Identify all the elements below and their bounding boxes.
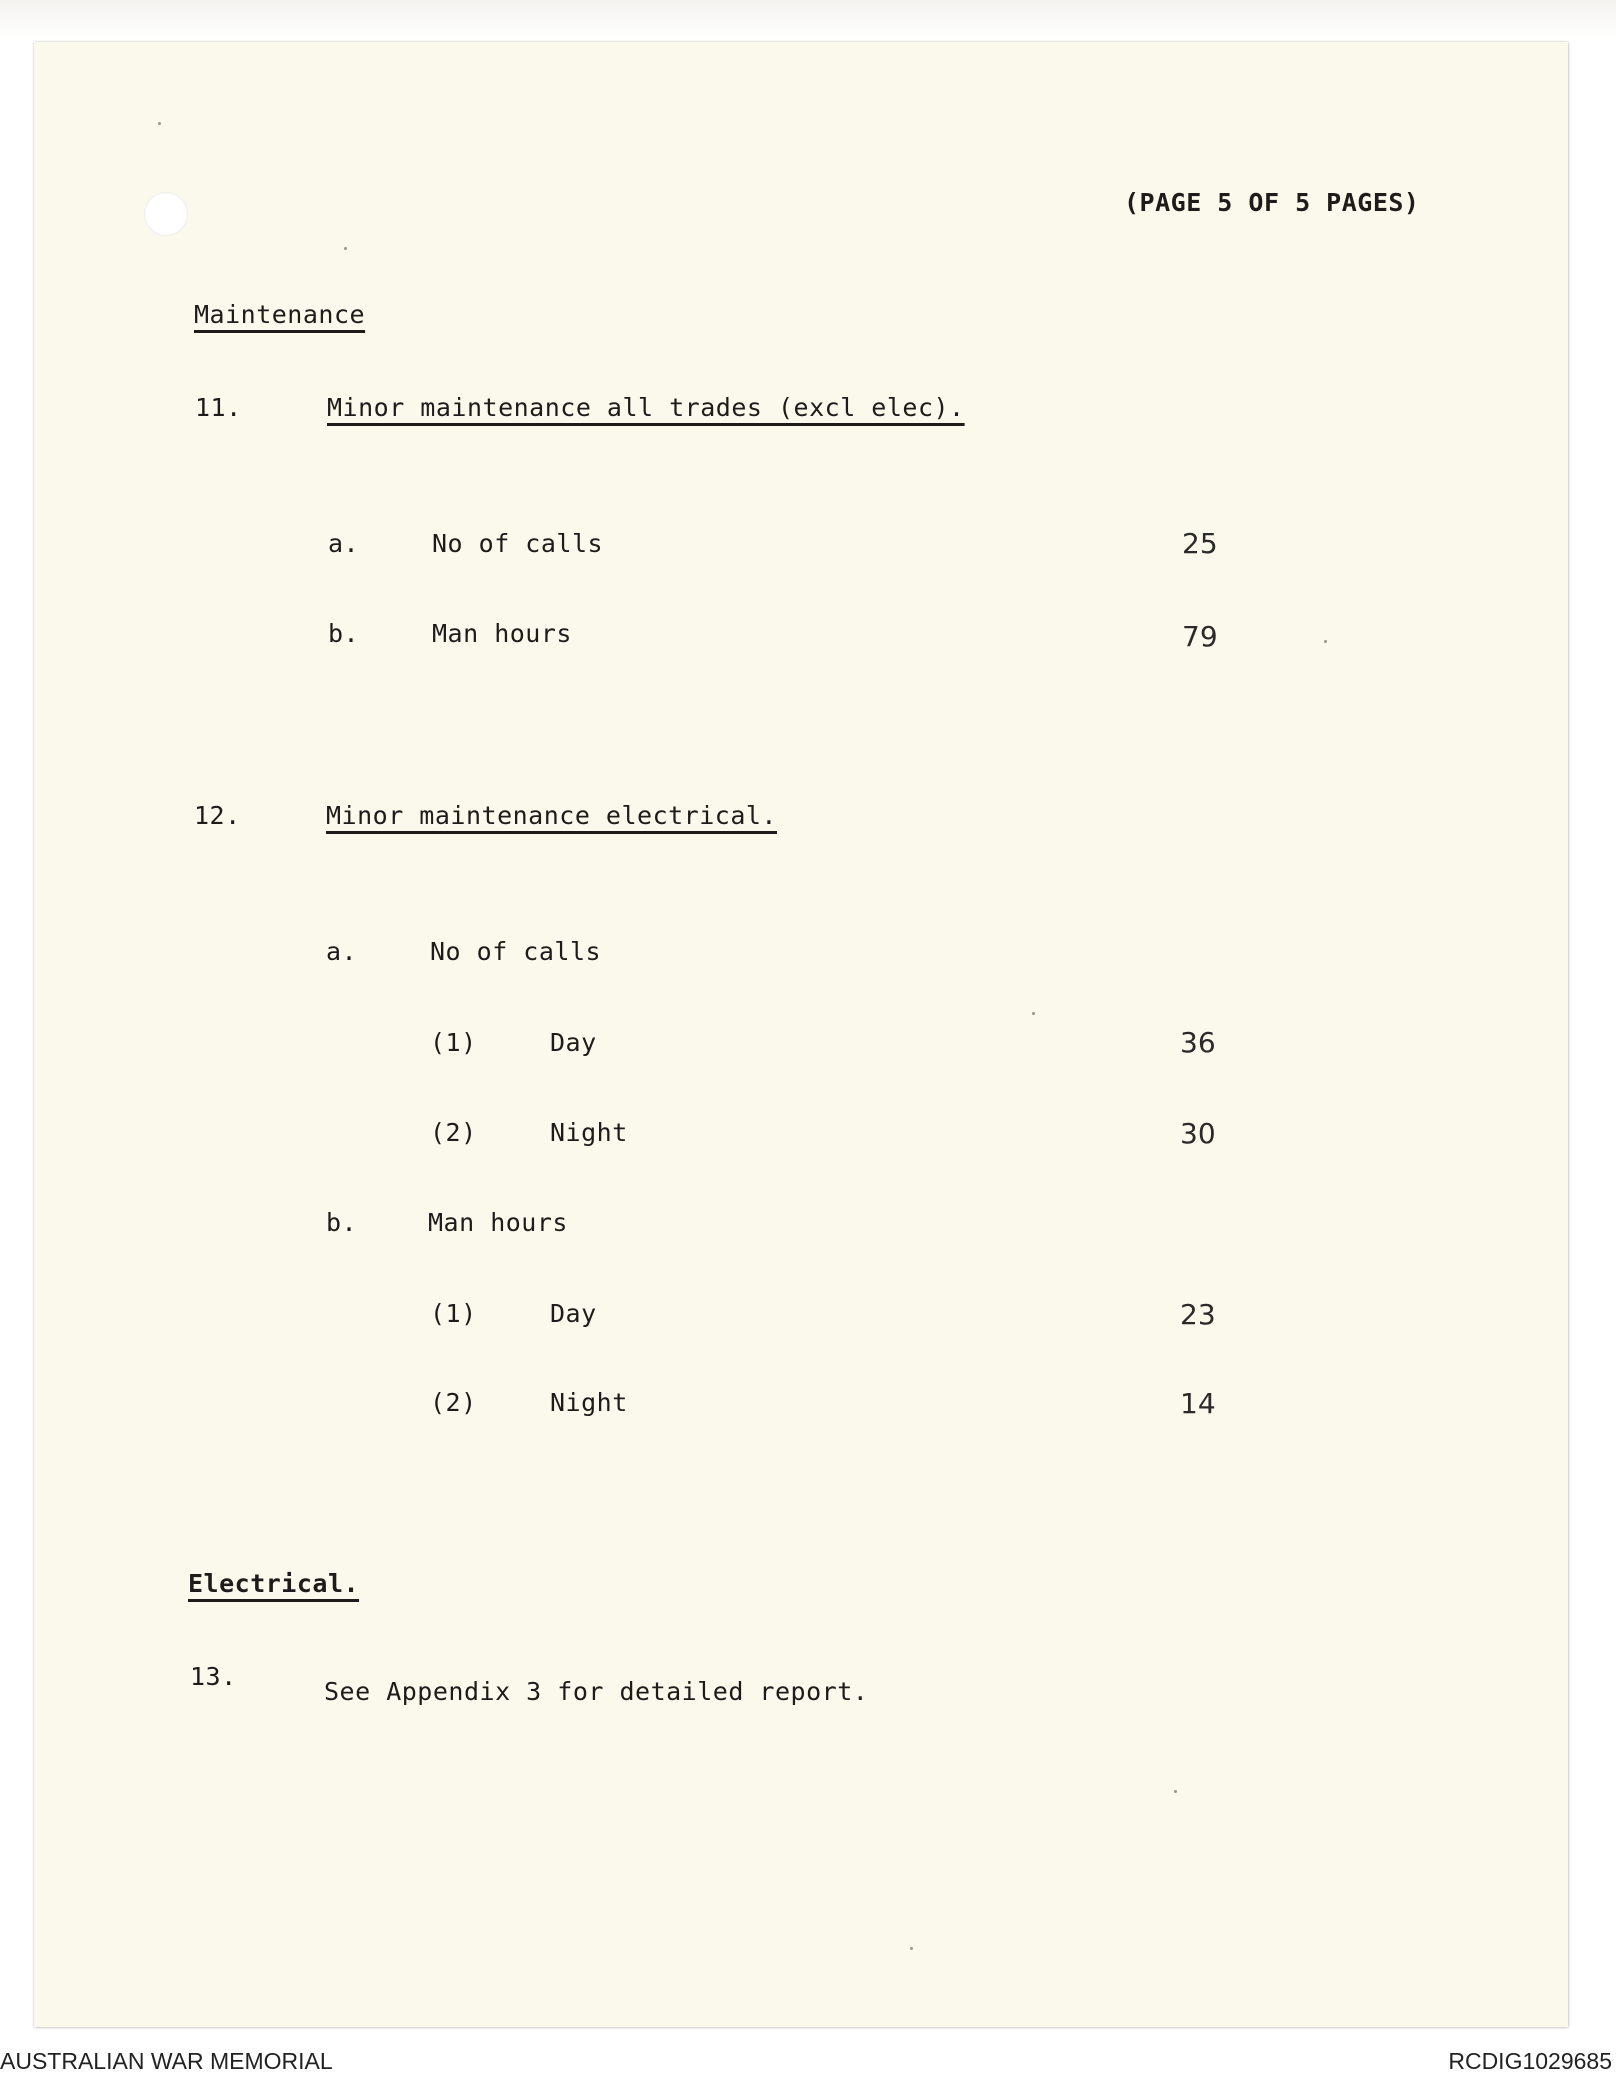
punch-hole [144,192,188,236]
item-12-a-night-value: 30 [1180,1117,1216,1150]
item-12-b-day-num: (1) [430,1299,477,1328]
item-number-12: 12. [194,801,241,830]
item-12-b-night-num: (2) [430,1388,477,1417]
item-12-b-night-value: 14 [1180,1387,1216,1420]
speck [344,247,347,250]
item-11-b-value: 79 [1182,620,1218,653]
section-heading-electrical: Electrical. [188,1569,360,1598]
item-12-a-day-num: (1) [430,1028,477,1057]
footer-record-id: RCDIG1029685 [1448,2048,1612,2074]
item-11-a-value: 25 [1182,527,1218,560]
speck [158,122,161,125]
item-11-title: Minor maintenance all trades (excl elec). [327,393,965,422]
item-12-b-day-value: 23 [1180,1298,1216,1331]
item-11-a-letter: a. [328,529,360,558]
item-12-a-day-label: Day [550,1028,597,1057]
item-12-b-night-label: Night [550,1388,628,1417]
footer-archive-name: AUSTRALIAN WAR MEMORIAL [0,2048,333,2074]
item-number-13: 13. [190,1662,237,1691]
document-page [34,42,1568,2027]
speck [1032,1012,1035,1015]
item-12-a-label: No of calls [430,937,602,966]
page-marker: (PAGE 5 OF 5 PAGES) [1124,188,1420,217]
item-12-a-letter: a. [326,937,358,966]
speck [1174,1790,1177,1793]
section-heading-maintenance: Maintenance [194,300,366,329]
item-12-a-night-label: Night [550,1118,628,1147]
item-12-b-label: Man hours [428,1208,568,1237]
speck [1324,640,1327,643]
item-13-text: See Appendix 3 for detailed report. [324,1677,869,1706]
item-11-a-label: No of calls [432,529,604,558]
scan-background [0,0,1616,40]
speck [910,1947,913,1950]
item-12-b-letter: b. [326,1208,358,1237]
item-12-a-day-value: 36 [1180,1026,1216,1059]
item-11-b-label: Man hours [432,619,572,648]
item-number-11: 11. [195,393,242,422]
item-12-title: Minor maintenance electrical. [326,801,777,830]
item-12-a-night-num: (2) [430,1118,477,1147]
item-12-b-day-label: Day [550,1299,597,1328]
item-11-b-letter: b. [328,619,360,648]
